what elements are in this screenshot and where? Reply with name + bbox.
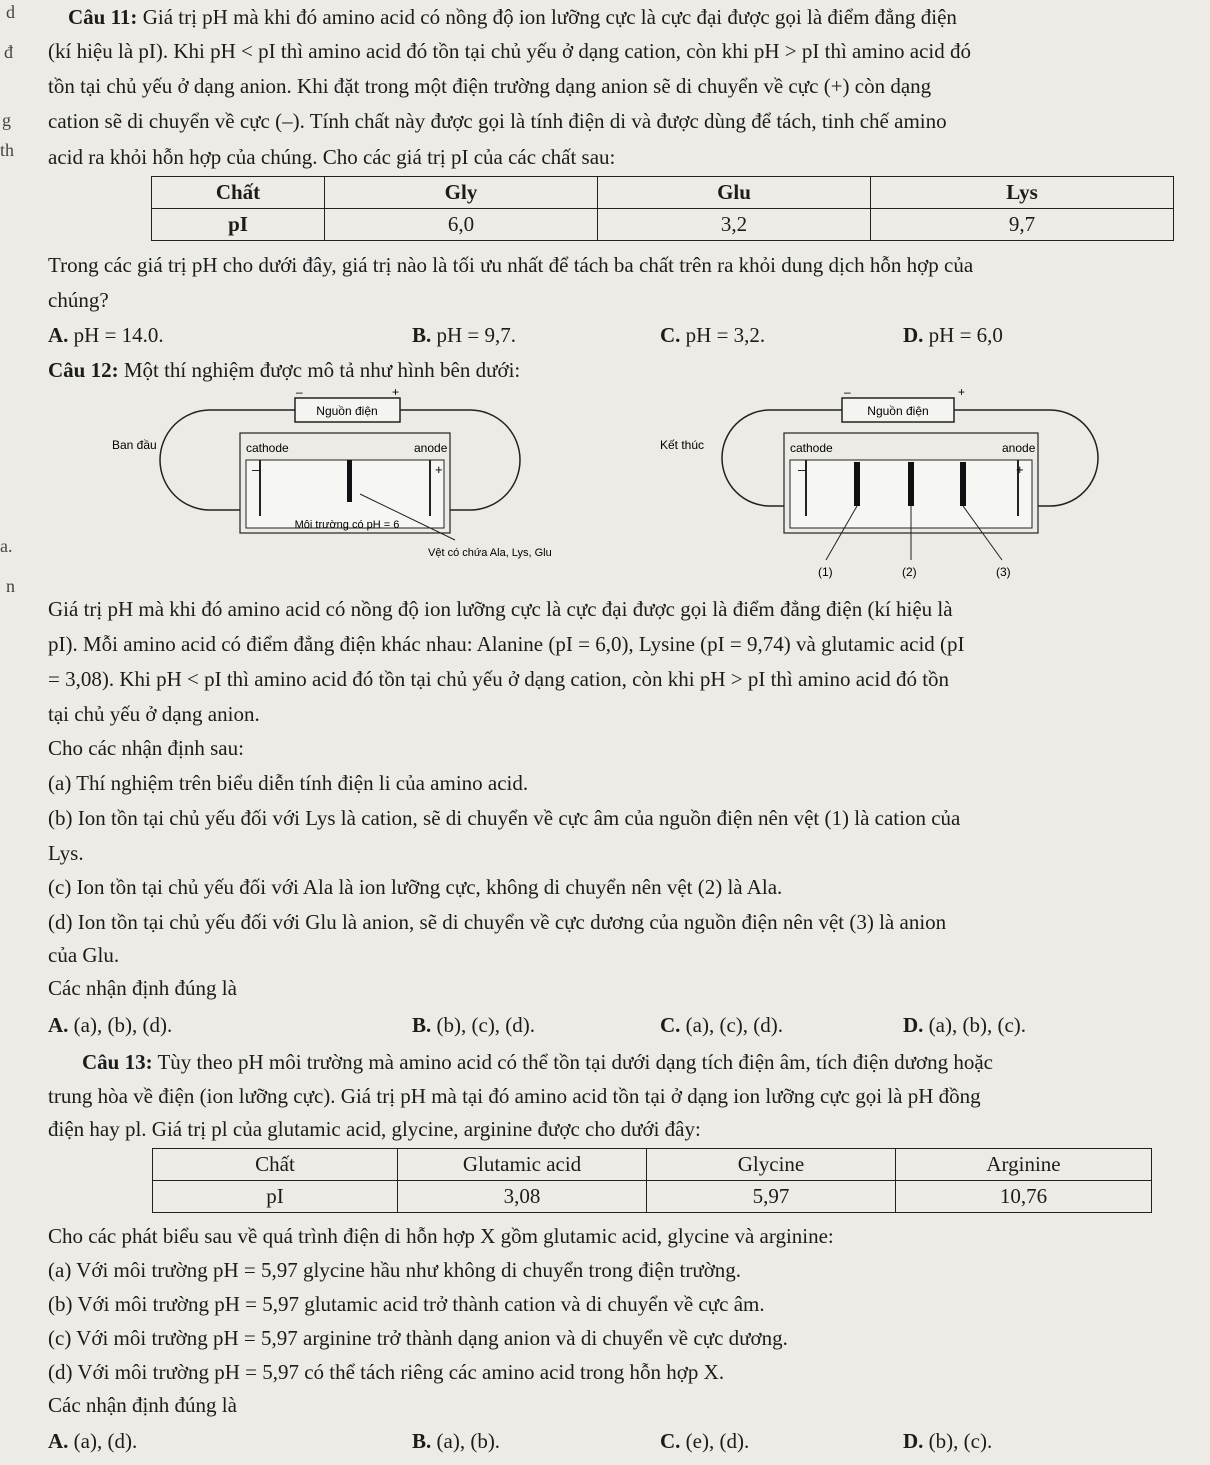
table-cell: 9,7 xyxy=(871,209,1174,241)
option-text: (e), (d). xyxy=(685,1429,750,1453)
q12-statement-b-cont: Lys. xyxy=(48,841,84,865)
q12-option-b[interactable] xyxy=(412,1012,535,1038)
option-text: pH = 9,7. xyxy=(436,323,517,347)
option-text: (a), (b), (d). xyxy=(73,1013,173,1037)
option-letter: D. xyxy=(903,1429,924,1453)
q11-line: (kí hiệu là pI). Khi pH < pI thì amino acid đó tồn tại chủ yếu ở dạng cation, còn khi pH > pI thì amino acid đó xyxy=(48,39,972,63)
spot-2 xyxy=(908,462,914,506)
q11-option-c[interactable] xyxy=(660,322,765,348)
spot-label-3: (3) xyxy=(996,565,1011,579)
option-letter: A. xyxy=(48,1429,69,1453)
q12-statement-d-cont: của Glu. xyxy=(48,943,120,967)
table-header: Arginine xyxy=(896,1149,1152,1181)
option-letter: C. xyxy=(660,1013,681,1037)
gel-medium xyxy=(246,460,444,528)
plus-sign: + xyxy=(392,388,400,399)
spot-label-2: (2) xyxy=(902,565,917,579)
option-text: (a), (b), (c). xyxy=(928,1013,1027,1037)
margin-fragment: th xyxy=(0,140,15,160)
margin-fragment: đ xyxy=(4,42,13,62)
q12-option-d[interactable] xyxy=(903,1012,1026,1038)
q12-statement-a: (a) Thí nghiệm trên biểu diễn tính điện li của amino acid. xyxy=(48,771,529,795)
margin-fragment: n xyxy=(6,576,15,596)
option-letter: A. xyxy=(48,323,69,347)
table-header: Chất xyxy=(153,1149,398,1181)
electrophoresis-diagram-end xyxy=(650,388,1120,588)
q13-pi-table xyxy=(152,1148,1152,1213)
q11-question: Trong các giá trị pH cho dưới đây, giá trị nào là tối ưu nhất để tách ba chất trên ra khỏi dung dịch hỗn hợp của xyxy=(48,253,974,277)
q11-line: acid ra khỏi hỗn hợp của chúng. Cho các giá trị pI của các chất sau: xyxy=(48,145,616,169)
state-label: Ban đầu xyxy=(112,438,157,452)
electrophoresis-diagram-start xyxy=(110,388,580,588)
spot-3 xyxy=(960,462,966,506)
q12-line: pI). Mỗi amino acid có điểm đẳng điện khác nhau: Alanine (pI = 6,0), Lysine (pI = 9,74) và glutamic acid (pI xyxy=(48,632,965,656)
spot-1 xyxy=(854,462,860,506)
cathode-sign: – xyxy=(798,462,806,477)
table-cell: 5,97 xyxy=(647,1181,896,1213)
table-header: Lys xyxy=(871,177,1174,209)
option-letter: D. xyxy=(903,1013,924,1037)
cathode-sign: – xyxy=(252,462,260,477)
q13-line: trung hòa về điện (ion lưỡng cực). Giá trị pH mà tại đó amino acid tồn tại ở dạng ion lưỡng cực gọi là pH đồng xyxy=(48,1084,981,1108)
q12-option-a[interactable] xyxy=(48,1012,172,1038)
anode-label: anode xyxy=(1002,441,1036,455)
minus-sign: – xyxy=(844,388,851,399)
q12-intro: Một thí nghiệm được mô tả như hình bên dưới: xyxy=(123,358,521,382)
option-text: pH = 14.0. xyxy=(73,323,164,347)
table-cell: 3,2 xyxy=(598,209,871,241)
power-source-label: Nguồn điện xyxy=(867,404,929,418)
table-cell: 3,08 xyxy=(398,1181,647,1213)
q13-line xyxy=(82,1049,993,1075)
option-text: (a), (c), (d). xyxy=(685,1013,784,1037)
q12-line: Cho các nhận định sau: xyxy=(48,736,244,760)
spot-label-1: (1) xyxy=(818,565,833,579)
plus-sign: + xyxy=(958,388,966,399)
q13-text: Tùy theo pH môi trường mà amino acid có thể tồn tại dưới dạng tích điện âm, tích điện dương hoặc xyxy=(157,1050,993,1074)
option-text: pH = 3,2. xyxy=(685,323,766,347)
q13-statement-c: (c) Với môi trường pH = 5,97 arginine trở thành dạng anion và di chuyển về cực dương. xyxy=(48,1326,788,1350)
q11-option-a[interactable] xyxy=(48,322,164,348)
q12-intro-line xyxy=(48,357,520,383)
spot-label: Vệt có chứa Ala, Lys, Glu xyxy=(428,547,552,559)
option-text: pH = 6,0 xyxy=(928,323,1003,347)
margin-fragment: g xyxy=(2,110,11,130)
q11-question: chúng? xyxy=(48,288,109,312)
option-text: (a), (b). xyxy=(436,1429,501,1453)
cathode-label: cathode xyxy=(790,441,833,455)
power-source-label: Nguồn điện xyxy=(316,404,378,418)
medium-label: Môi trường có pH = 6 xyxy=(294,519,400,531)
anode-label: anode xyxy=(414,441,448,455)
q12-label: Câu 12: xyxy=(48,358,119,382)
q13-statement-d: (d) Với môi trường pH = 5,97 có thể tách riêng các amino acid trong hỗn hợp X. xyxy=(48,1360,725,1384)
q11-label: Câu 11: xyxy=(68,5,138,29)
q13-option-b[interactable] xyxy=(412,1428,500,1454)
table-row xyxy=(153,1181,1152,1213)
table-row xyxy=(152,209,1174,241)
option-letter: C. xyxy=(660,1429,681,1453)
q13-line: điện hay pl. Giá trị pl của glutamic acid, glycine, arginine được cho dưới đây: xyxy=(48,1117,701,1141)
margin-fragment: d xyxy=(6,2,15,22)
table-header: Glycine xyxy=(647,1149,896,1181)
q13-option-c[interactable] xyxy=(660,1428,749,1454)
table-header: Chất xyxy=(152,177,325,209)
q11-option-d[interactable] xyxy=(903,322,1003,348)
table-header: Gly xyxy=(325,177,598,209)
table-row-label: pI xyxy=(153,1181,398,1213)
table-header: Glutamic acid xyxy=(398,1149,647,1181)
q12-line: Giá trị pH mà khi đó amino acid có nồng độ ion lưỡng cực là cực đại được gọi là điểm đẳng điện (kí hiệu là xyxy=(48,597,953,621)
q13-label: Câu 13: xyxy=(82,1050,153,1074)
anode-sign: + xyxy=(435,462,443,477)
sample-spot xyxy=(347,460,352,502)
q12-line: tại chủ yếu ở dạng anion. xyxy=(48,702,260,726)
option-letter: B. xyxy=(412,1013,432,1037)
q11-pi-table xyxy=(151,176,1174,241)
margin-fragment: a. xyxy=(0,536,13,556)
q13-option-a[interactable] xyxy=(48,1428,137,1454)
option-text: (b), (c), (d). xyxy=(436,1013,536,1037)
q12-statement-d: (d) Ion tồn tại chủ yếu đối với Glu là anion, sẽ di chuyển về cực dương của nguồn điện nên vệt (3) là anion xyxy=(48,910,947,934)
cathode-label: cathode xyxy=(246,441,289,455)
q13-intro: Cho các phát biểu sau về quá trình điện di hỗn hợp X gồm glutamic acid, glycine và arginine: xyxy=(48,1224,834,1248)
option-text: (a), (d). xyxy=(73,1429,138,1453)
q13-option-d[interactable] xyxy=(903,1428,992,1454)
table-row xyxy=(152,177,1174,209)
q11-line xyxy=(68,4,957,30)
q11-option-b[interactable] xyxy=(412,322,516,348)
anode-sign: + xyxy=(1016,462,1024,477)
q12-prompt: Các nhận định đúng là xyxy=(48,976,237,1000)
q11-text: Giá trị pH mà khi đó amino acid có nồng độ ion lưỡng cực là cực đại được gọi là điểm đẳng điện xyxy=(142,5,957,29)
state-label: Kết thúc xyxy=(660,438,705,452)
q11-line: tồn tại chủ yếu ở dạng anion. Khi đặt trong một điện trường dạng anion sẽ di chuyển về cực (+) còn dạng xyxy=(48,74,932,98)
table-row xyxy=(153,1149,1152,1181)
q12-line: = 3,08). Khi pH < pI thì amino acid đó tồn tại chủ yếu ở dạng cation, còn khi pH > pI thì amino acid đó tồn xyxy=(48,667,950,691)
q12-statement-c: (c) Ion tồn tại chủ yếu đối với Ala là ion lưỡng cực, không di chuyển nên vệt (2) là Ala. xyxy=(48,875,783,899)
option-letter: D. xyxy=(903,323,924,347)
minus-sign: – xyxy=(296,388,303,399)
table-header: Glu xyxy=(598,177,871,209)
option-text: (b), (c). xyxy=(928,1429,993,1453)
option-letter: C. xyxy=(660,323,681,347)
q13-statement-b: (b) Với môi trường pH = 5,97 glutamic acid trở thành cation và di chuyển về cực âm. xyxy=(48,1292,765,1316)
option-letter: B. xyxy=(412,1429,432,1453)
q13-prompt: Các nhận định đúng là xyxy=(48,1393,237,1417)
q13-statement-a: (a) Với môi trường pH = 5,97 glycine hầu như không di chuyển trong điện trường. xyxy=(48,1258,742,1282)
option-letter: A. xyxy=(48,1013,69,1037)
q11-line: cation sẽ di chuyển về cực (–). Tính chất này được gọi là tính điện di và được dùng để tách, tinh chế amino xyxy=(48,109,947,133)
table-row-label: pI xyxy=(152,209,325,241)
table-cell: 10,76 xyxy=(896,1181,1152,1213)
option-letter: B. xyxy=(412,323,432,347)
q12-statement-b: (b) Ion tồn tại chủ yếu đối với Lys là cation, sẽ di chuyển về cực âm của nguồn điện nên vệt (1) là cation của xyxy=(48,806,961,830)
q12-option-c[interactable] xyxy=(660,1012,783,1038)
table-cell: 6,0 xyxy=(325,209,598,241)
